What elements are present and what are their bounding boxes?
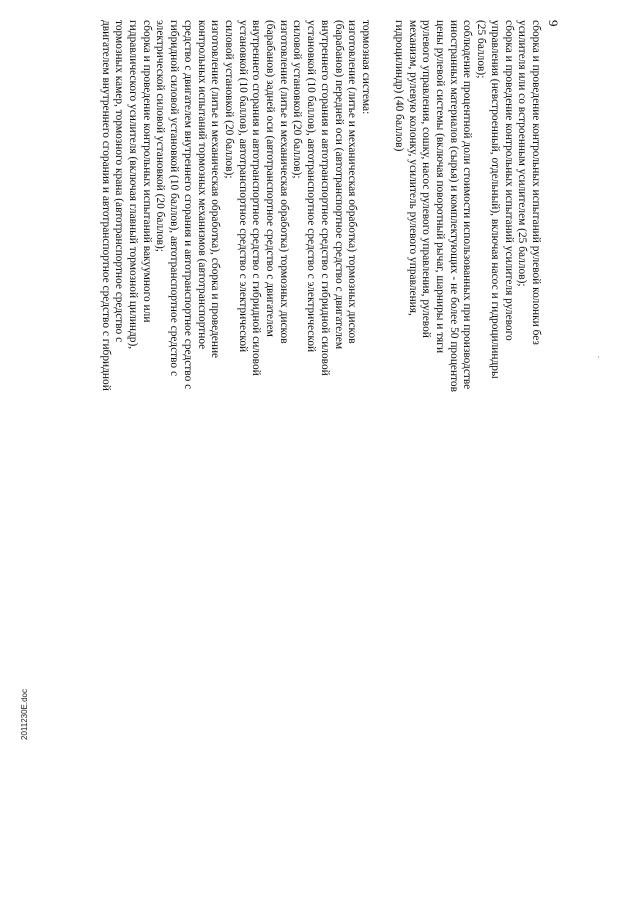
rotated-content	[40, 20, 560, 900]
page-number: 9	[546, 20, 561, 27]
scan-speck	[598, 356, 599, 358]
brake-requirements: тормозная система: изготовление (литье и механическая обработка) тормозных дисков (барабанов) передней оси (автотранспортное средство с двигателем внутреннего сгорания и автотранспортное средство с гибридной силовой установкой (10 баллов), автотранспортное средство с электрической силовой установкой (20 баллов); изготовление (литье и механическая обработка) тормозных дисков (барабанов) задней оси (автотранспортное средство с двигателем внутреннего сгорания и автотранспортное средство с гибридной силовой установкой (10 баллов), автотранспортное средство с электрической силовой установкой (20 баллов); изготовление (литье и механическая обработка), сборка и проведение контрольных испытаний тормозных механизмов (автотранспортное средство с двигателем внутреннего сгорания и автотранспортное средство с гибридной силовой установкой (10 баллов), автотранспортное средство с электрической силовой установкой (20 баллов); сборка и проведение контрольных испытаний вакуумного или гидравлического усилителя (включая главный тормозной цилиндр), тормозных камер, тормозного крана (автотранспортное средство с двигателем внутреннего сгорания и автотранспортное средство с гибридной	[99, 20, 372, 391]
footer-filename: 2011230E.doc	[20, 688, 29, 740]
steering-requirements: сборка и проведение контрольных испытаний рулевой колонки без усилителя или со встроенным усилителем (25 баллов); сборка и проведение контрольных испытаний усилителя рулевого управления (невстроенный, отдельный), включая насос и гидроцилиндры (25 баллов); соблюдение процентной доли стоимости использованных при производстве иностранных материалов (сырья) и комплектующих - не более 50 процентов цены рулевой системы (включая поворотный рычаг, шарниры и тяги рулевого управления, сошку, насос рулевого управления, рулевой механизм, рулевую колонку, усилитель рулевого управления, гидроцилиндр) (40 баллов)	[392, 20, 542, 392]
